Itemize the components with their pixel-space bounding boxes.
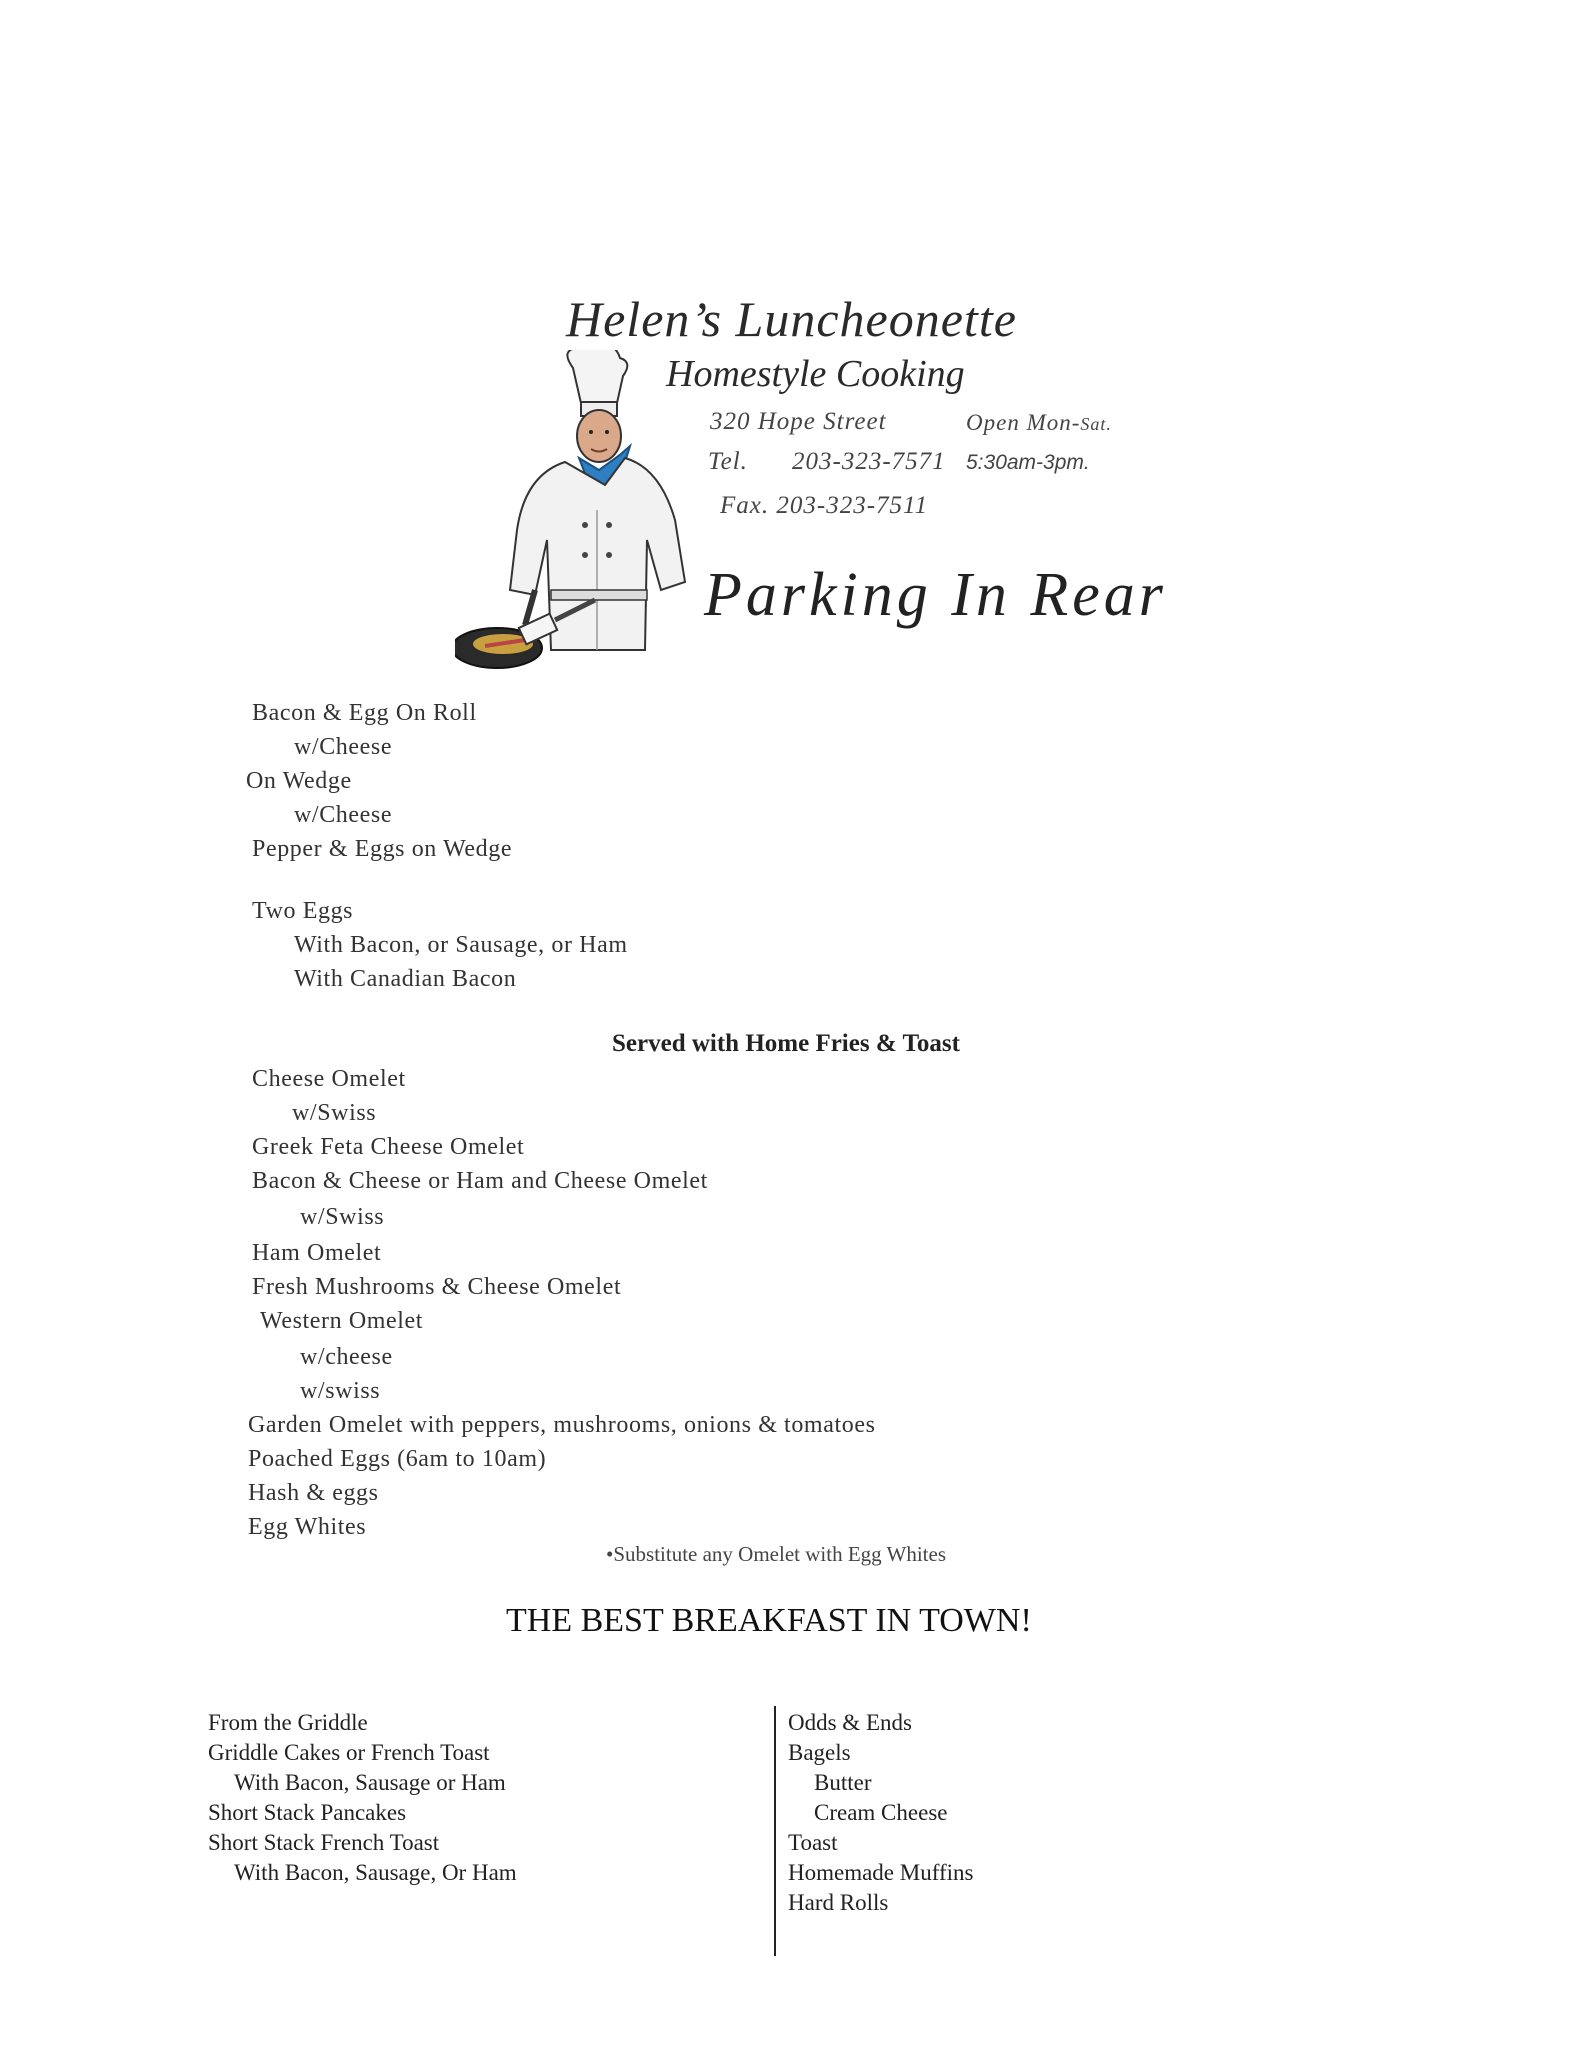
menu-item: w/Swiss	[300, 1204, 385, 1230]
slogan-heading: THE BEST BREAKFAST IN TOWN!	[506, 1602, 1032, 1639]
menu-item: Bagels	[788, 1740, 851, 1765]
tel-number: 203-323-7571	[792, 448, 946, 475]
menu-item: Poached Eggs (6am to 10am)	[248, 1446, 547, 1472]
column-divider	[774, 1706, 776, 1956]
menu-item: Griddle Cakes or French Toast	[208, 1740, 490, 1765]
menu-item: With Bacon, Sausage, Or Ham	[234, 1860, 517, 1885]
parking-notice: Parking In Rear	[704, 561, 1167, 629]
substitute-note: •Substitute any Omelet with Egg Whites	[606, 1542, 947, 1566]
restaurant-title: Helen’s Luncheonette	[566, 291, 1017, 347]
menu-item: Hard Rolls	[788, 1890, 889, 1915]
menu-item: With Bacon, or Sausage, or Ham	[294, 932, 628, 958]
served-with-heading: Served with Home Fries & Toast	[612, 1030, 960, 1057]
menu-item: Cream Cheese	[814, 1800, 948, 1825]
menu-item: Fresh Mushrooms & Cheese Omelet	[252, 1274, 622, 1300]
menu-item: Homemade Muffins	[788, 1860, 974, 1885]
menu-item: Western Omelet	[260, 1308, 424, 1334]
menu-item: From the Griddle	[208, 1710, 368, 1735]
address-text: 320 Hope Street	[710, 408, 887, 435]
menu-item: w/swiss	[300, 1378, 381, 1404]
menu-item: Short Stack Pancakes	[208, 1800, 407, 1825]
menu-item: Short Stack French Toast	[208, 1830, 440, 1855]
menu-item: w/Swiss	[292, 1100, 377, 1126]
menu-item: On Wedge	[246, 768, 352, 794]
hours-text: 5:30am-3pm.	[966, 451, 1090, 474]
menu-item: w/cheese	[300, 1344, 393, 1370]
menu-item: With Bacon, Sausage or Ham	[234, 1770, 506, 1795]
menu-item: Greek Feta Cheese Omelet	[252, 1134, 525, 1160]
menu-item: Garden Omelet with peppers, mushrooms, onions & tomatoes	[248, 1412, 876, 1438]
menu-item: With Canadian Bacon	[294, 966, 517, 992]
menu-item: Egg Whites	[248, 1514, 367, 1540]
menu-item: Toast	[788, 1830, 838, 1855]
menu-item: Bacon & Egg On Roll	[252, 700, 477, 726]
open-label: Open Mon-	[966, 410, 1081, 435]
menu-item: w/Cheese	[294, 734, 393, 760]
menu-item: Bacon & Cheese or Ham and Cheese Omelet	[252, 1168, 708, 1194]
open-days-text	[966, 410, 1112, 436]
fax-text: Fax. 203-323-7511	[720, 492, 929, 519]
restaurant-subtitle: Homestyle Cooking	[666, 353, 965, 395]
menu-item: w/Cheese	[294, 802, 393, 828]
tel-label: Tel.	[708, 448, 748, 475]
chef-illustration	[455, 350, 730, 680]
menu-item: Pepper & Eggs on Wedge	[252, 836, 513, 862]
menu-item: Hash & eggs	[248, 1480, 379, 1506]
menu-item: Two Eggs	[252, 898, 354, 924]
menu-item: Odds & Ends	[788, 1710, 912, 1735]
menu-item: Butter	[814, 1770, 872, 1795]
menu-item: Cheese Omelet	[252, 1066, 406, 1092]
menu-item: Ham Omelet	[252, 1240, 382, 1266]
open-days-end: Sat.	[1080, 414, 1112, 434]
